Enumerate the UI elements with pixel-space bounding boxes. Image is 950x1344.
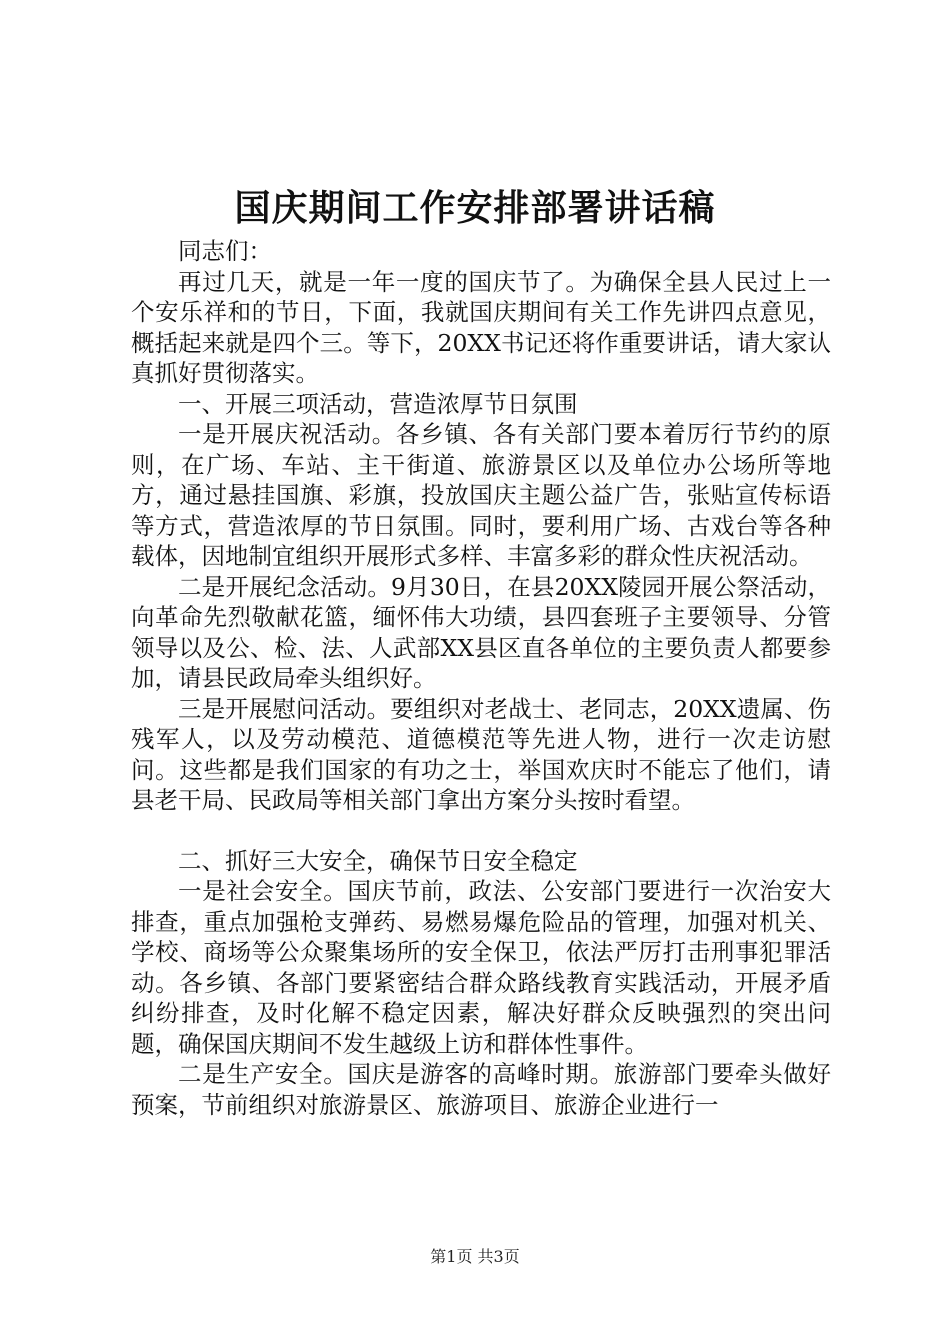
page-number: 第1页 共3页 [430,1247,520,1266]
paragraph: 二是开展纪念活动。9月30日，在县20XX陵园开展公祭活动，向革命先烈敬献花篮，缅怀伟大功绩，县四套班子主要领导、分管领导以及公、检、法、人武部XX县区直各单位的主要负责人都要参加，请县民政局牵头组织好。 [131,572,831,692]
salutation: 同志们： [178,237,272,265]
paragraph: 一是社会安全。国庆节前，政法、公安部门要进行一次治安大排查，重点加强枪支弹药、易燃易爆危险品的管理，加强对机关、学校、商场等公众聚集场所的安全保卫，依法严厉打击刑事犯罪活动。各乡镇、各部门要紧密结合群众路线教育实践活动，开展矛盾纠纷排查，及时化解不稳定因素，解决好群众反映强烈的突出问题，确保国庆期间不发生越级上访和群体性事件。 [131,877,831,1058]
section-heading-1: 一、开展三项活动，营造浓厚节日氛围 [178,389,578,418]
section-heading-2: 二、抓好三大安全，确保节日安全稳定 [178,846,578,875]
document-body [131,236,831,1120]
paragraph: 二是生产安全。国庆是游客的高峰时期。旅游部门要牵头做好预案，节前组织对旅游景区、旅游项目、旅游企业进行一 [131,1060,831,1119]
paragraph-intro: 再过几天，就是一年一度的国庆节了。为确保全县人民过上一个安乐祥和的节日，下面，我就国庆期间有关工作先讲四点意见，概括起来就是四个三。等下，20XX书记还将作重要讲话，请大家认真抓好贯彻落实。 [131,267,831,387]
document-title: 国庆期间工作安排部署讲话稿 [234,187,716,229]
paragraph: 三是开展慰问活动。要组织对老战士、老同志，20XX遗属、伤残军人，以及劳动模范、道德模范等先进人物，进行一次走访慰问。这些都是我们国家的有功之士，举国欢庆时不能忘了他们，请县老干局、民政局等相关部门拿出方案分头按时看望。 [131,694,831,814]
paragraph: 一是开展庆祝活动。各乡镇、各有关部门要本着厉行节约的原则，在广场、车站、主干街道、旅游景区以及单位办公场所等地方，通过悬挂国旗、彩旗，投放国庆主题公益广告，张贴宣传标语等方式，营造浓厚的节日氛围。同时，要利用广场、古戏台等各种载体，因地制宜组织开展形式多样、丰富多彩的群众性庆祝活动。 [131,420,831,570]
